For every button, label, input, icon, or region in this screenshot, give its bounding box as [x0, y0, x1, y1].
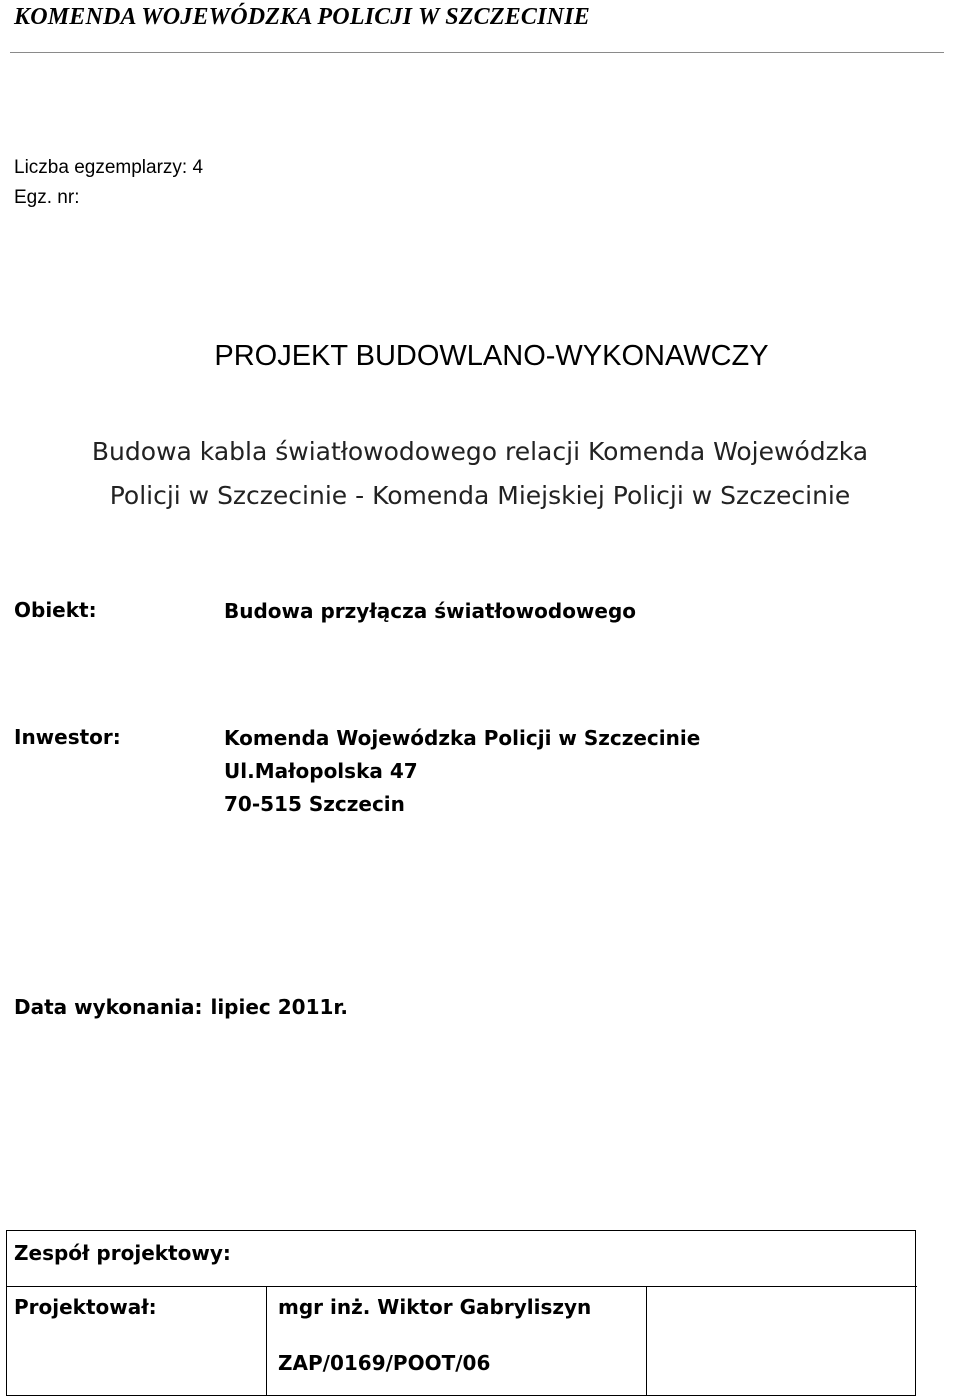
object-description: Budowa przyłącza światłowodowego [224, 599, 637, 623]
project-title-line-2: Policji w Szczecinie - Komenda Miejskiej Policji w Szczecinie [109, 481, 851, 510]
investor-street: Ul.Małopolska 47 [224, 759, 418, 783]
project-title-line-1: Budowa kabla światłowodowego relacji Komenda Wojewódzka [91, 437, 869, 466]
design-team-heading: Zespół projektowy: [14, 1241, 231, 1265]
project-type-title: PROJEKT BUDOWLANO-WYKONAWCZY [214, 340, 769, 372]
completion-date-value: lipiec 2011r. [210, 995, 349, 1019]
organization-header: KOMENDA WOJEWÓDZKA POLICJI W SZCZECINIE [14, 4, 590, 30]
copy-number: Egz. nr: [14, 187, 80, 208]
designer-license: ZAP/0169/POOT/06 [278, 1351, 491, 1375]
completion-date [14, 995, 348, 1019]
header-divider [10, 52, 944, 53]
completion-date-label: Data wykonania: [14, 995, 203, 1019]
design-team-table [6, 1230, 916, 1396]
investor-name: Komenda Wojewódzka Policji w Szczecinie [224, 726, 701, 750]
object-value [224, 595, 636, 628]
investor-city: 70-515 Szczecin [224, 792, 405, 816]
investor-label: Inwestor: [14, 725, 121, 749]
designer-role: Projektował: [14, 1295, 157, 1319]
project-title [0, 430, 960, 518]
object-label: Obiekt: [14, 598, 97, 622]
investor-details [224, 722, 700, 821]
table-column-divider [266, 1286, 267, 1396]
table-column-divider [646, 1286, 647, 1396]
designer-name: mgr inż. Wiktor Gabryliszyn [278, 1295, 592, 1319]
copies-count: Liczba egzemplarzy: 4 [14, 157, 204, 178]
table-row-divider [7, 1286, 917, 1287]
